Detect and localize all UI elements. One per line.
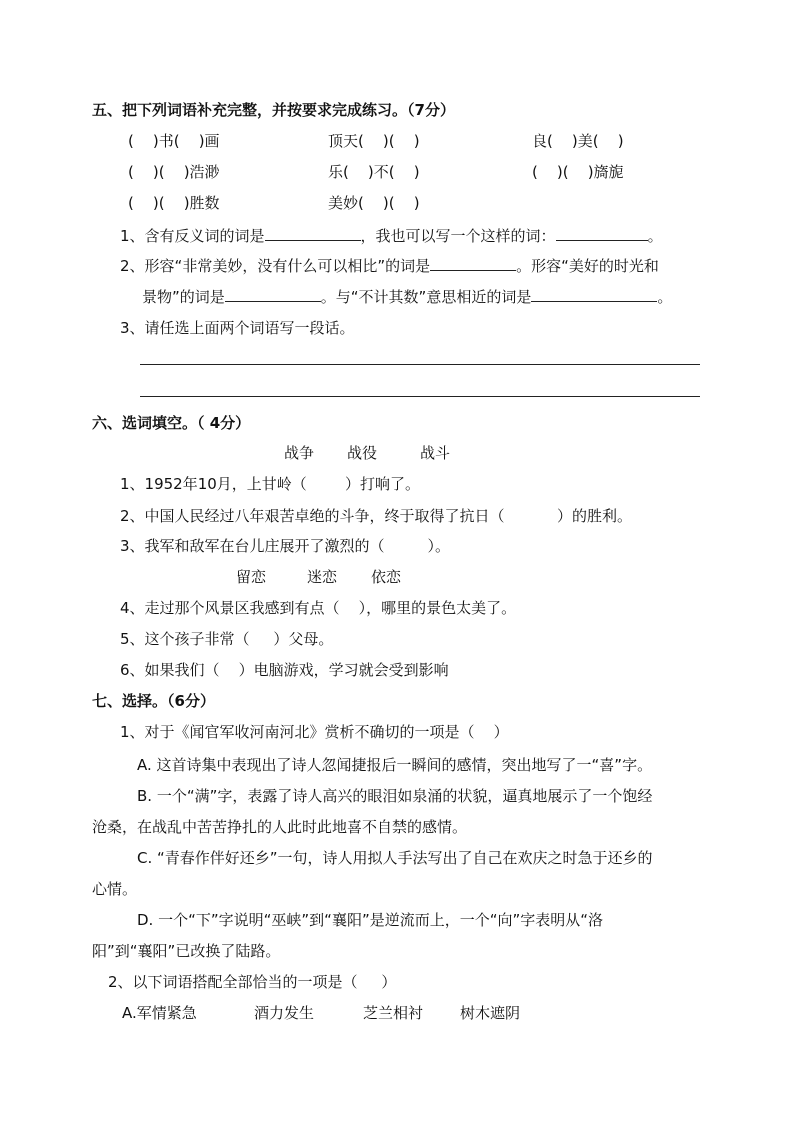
word-choice: 战争 <box>284 444 315 462</box>
option-c: C. “青春作伴好还乡”一句，诗人用拟人手法写出了自己在欢庆之时急于还乡的 <box>137 849 653 867</box>
question-6-3: 3、我军和敌军在台儿庄展开了激烈的（ ）。 <box>120 537 450 555</box>
word-blank: 良( )美( ) <box>532 132 624 150</box>
option-b: B. 一个“满”字，表露了诗人高兴的眼泪如泉涌的状貌，逼真地展示了一个饱经 <box>137 787 653 805</box>
question-6-6: 6、如果我们（ ）电脑游戏，学习就会受到影响 <box>120 661 449 679</box>
option-c-cont: 心情。 <box>92 880 138 898</box>
question-6-4: 4、走过那个风景区我感到有点（ ），哪里的景色太美了。 <box>120 599 517 617</box>
word-blank: ( )( )浩渺 <box>128 163 220 181</box>
question-5-1: 1、含有反义词的词是 ，我也可以写一个这样的词： 。 <box>120 227 663 245</box>
option-a-word: 芝兰相衬 <box>363 1004 424 1022</box>
section-6-title: 六、选词填空。（ 4分） <box>92 414 251 432</box>
section-7-title: 七、选择。（6分） <box>92 692 215 710</box>
question-5-2: 2、形容“非常美妙，没有什么可以相比”的词是 。形容“美好的时光和 <box>120 257 659 275</box>
answer-blank[interactable] <box>225 287 321 302</box>
word-blank: 美妙( )( ) <box>328 194 420 212</box>
question-6-2: 2、中国人民经过八年艰苦卓绝的斗争，终于取得了抗日（ ）的胜利。 <box>120 507 632 525</box>
option-a: A. 这首诗集中表现出了诗人忽闻捷报后一瞬间的感情，突出地写了一“喜”字。 <box>137 756 653 774</box>
word-blank: ( )( )旖旎 <box>532 163 624 181</box>
section-5-title: 五、把下列词语补充完整，并按要求完成练习。（7分） <box>92 101 455 119</box>
word-blank: ( )书( )画 <box>128 132 220 150</box>
option-d-cont: 阳”到“襄阳”已改换了陆路。 <box>92 942 281 960</box>
question-7-1: 1、对于《闻官军收河南河北》赏析不确切的一项是（ ） <box>120 723 509 741</box>
option-a-word: 树木遮阴 <box>460 1004 521 1022</box>
answer-blank[interactable] <box>556 226 648 241</box>
word-choice: 战斗 <box>420 444 451 462</box>
word-choice: 留恋 <box>236 568 267 586</box>
option-b-cont: 沧桑，在战乱中苦苦挣扎的人此时此地喜不自禁的感情。 <box>92 818 468 836</box>
answer-blank[interactable] <box>531 287 657 302</box>
option-d: D. 一个“下”字说明“巫峡”到“襄阳”是逆流而上，一个“向”字表明从“洛 <box>137 911 604 929</box>
writing-line[interactable] <box>140 364 700 365</box>
question-5-2-cont: 景物”的词是 。与“不计其数”意思相近的词是 。 <box>142 288 673 306</box>
word-choice: 迷恋 <box>307 568 338 586</box>
word-blank: 乐( )不( ) <box>328 163 420 181</box>
word-choice: 依恋 <box>371 568 402 586</box>
question-5-3: 3、请任选上面两个词语写一段话。 <box>120 319 355 337</box>
question-7-2: 2、以下词语搭配全部恰当的一项是（ ） <box>108 973 397 991</box>
writing-line[interactable] <box>140 396 700 397</box>
question-6-1: 1、1952年10月，上甘岭（ ）打响了。 <box>120 475 420 493</box>
word-blank: ( )( )胜数 <box>128 194 220 212</box>
option-a-word: 酒力发生 <box>254 1004 315 1022</box>
answer-blank[interactable] <box>265 226 361 241</box>
question-6-5: 5、这个孩子非常（ ）父母。 <box>120 630 334 648</box>
word-choice: 战役 <box>347 444 378 462</box>
answer-blank[interactable] <box>430 256 516 271</box>
option-a-word: A.军情紧急 <box>122 1004 197 1022</box>
word-blank: 顶天( )( ) <box>328 132 420 150</box>
